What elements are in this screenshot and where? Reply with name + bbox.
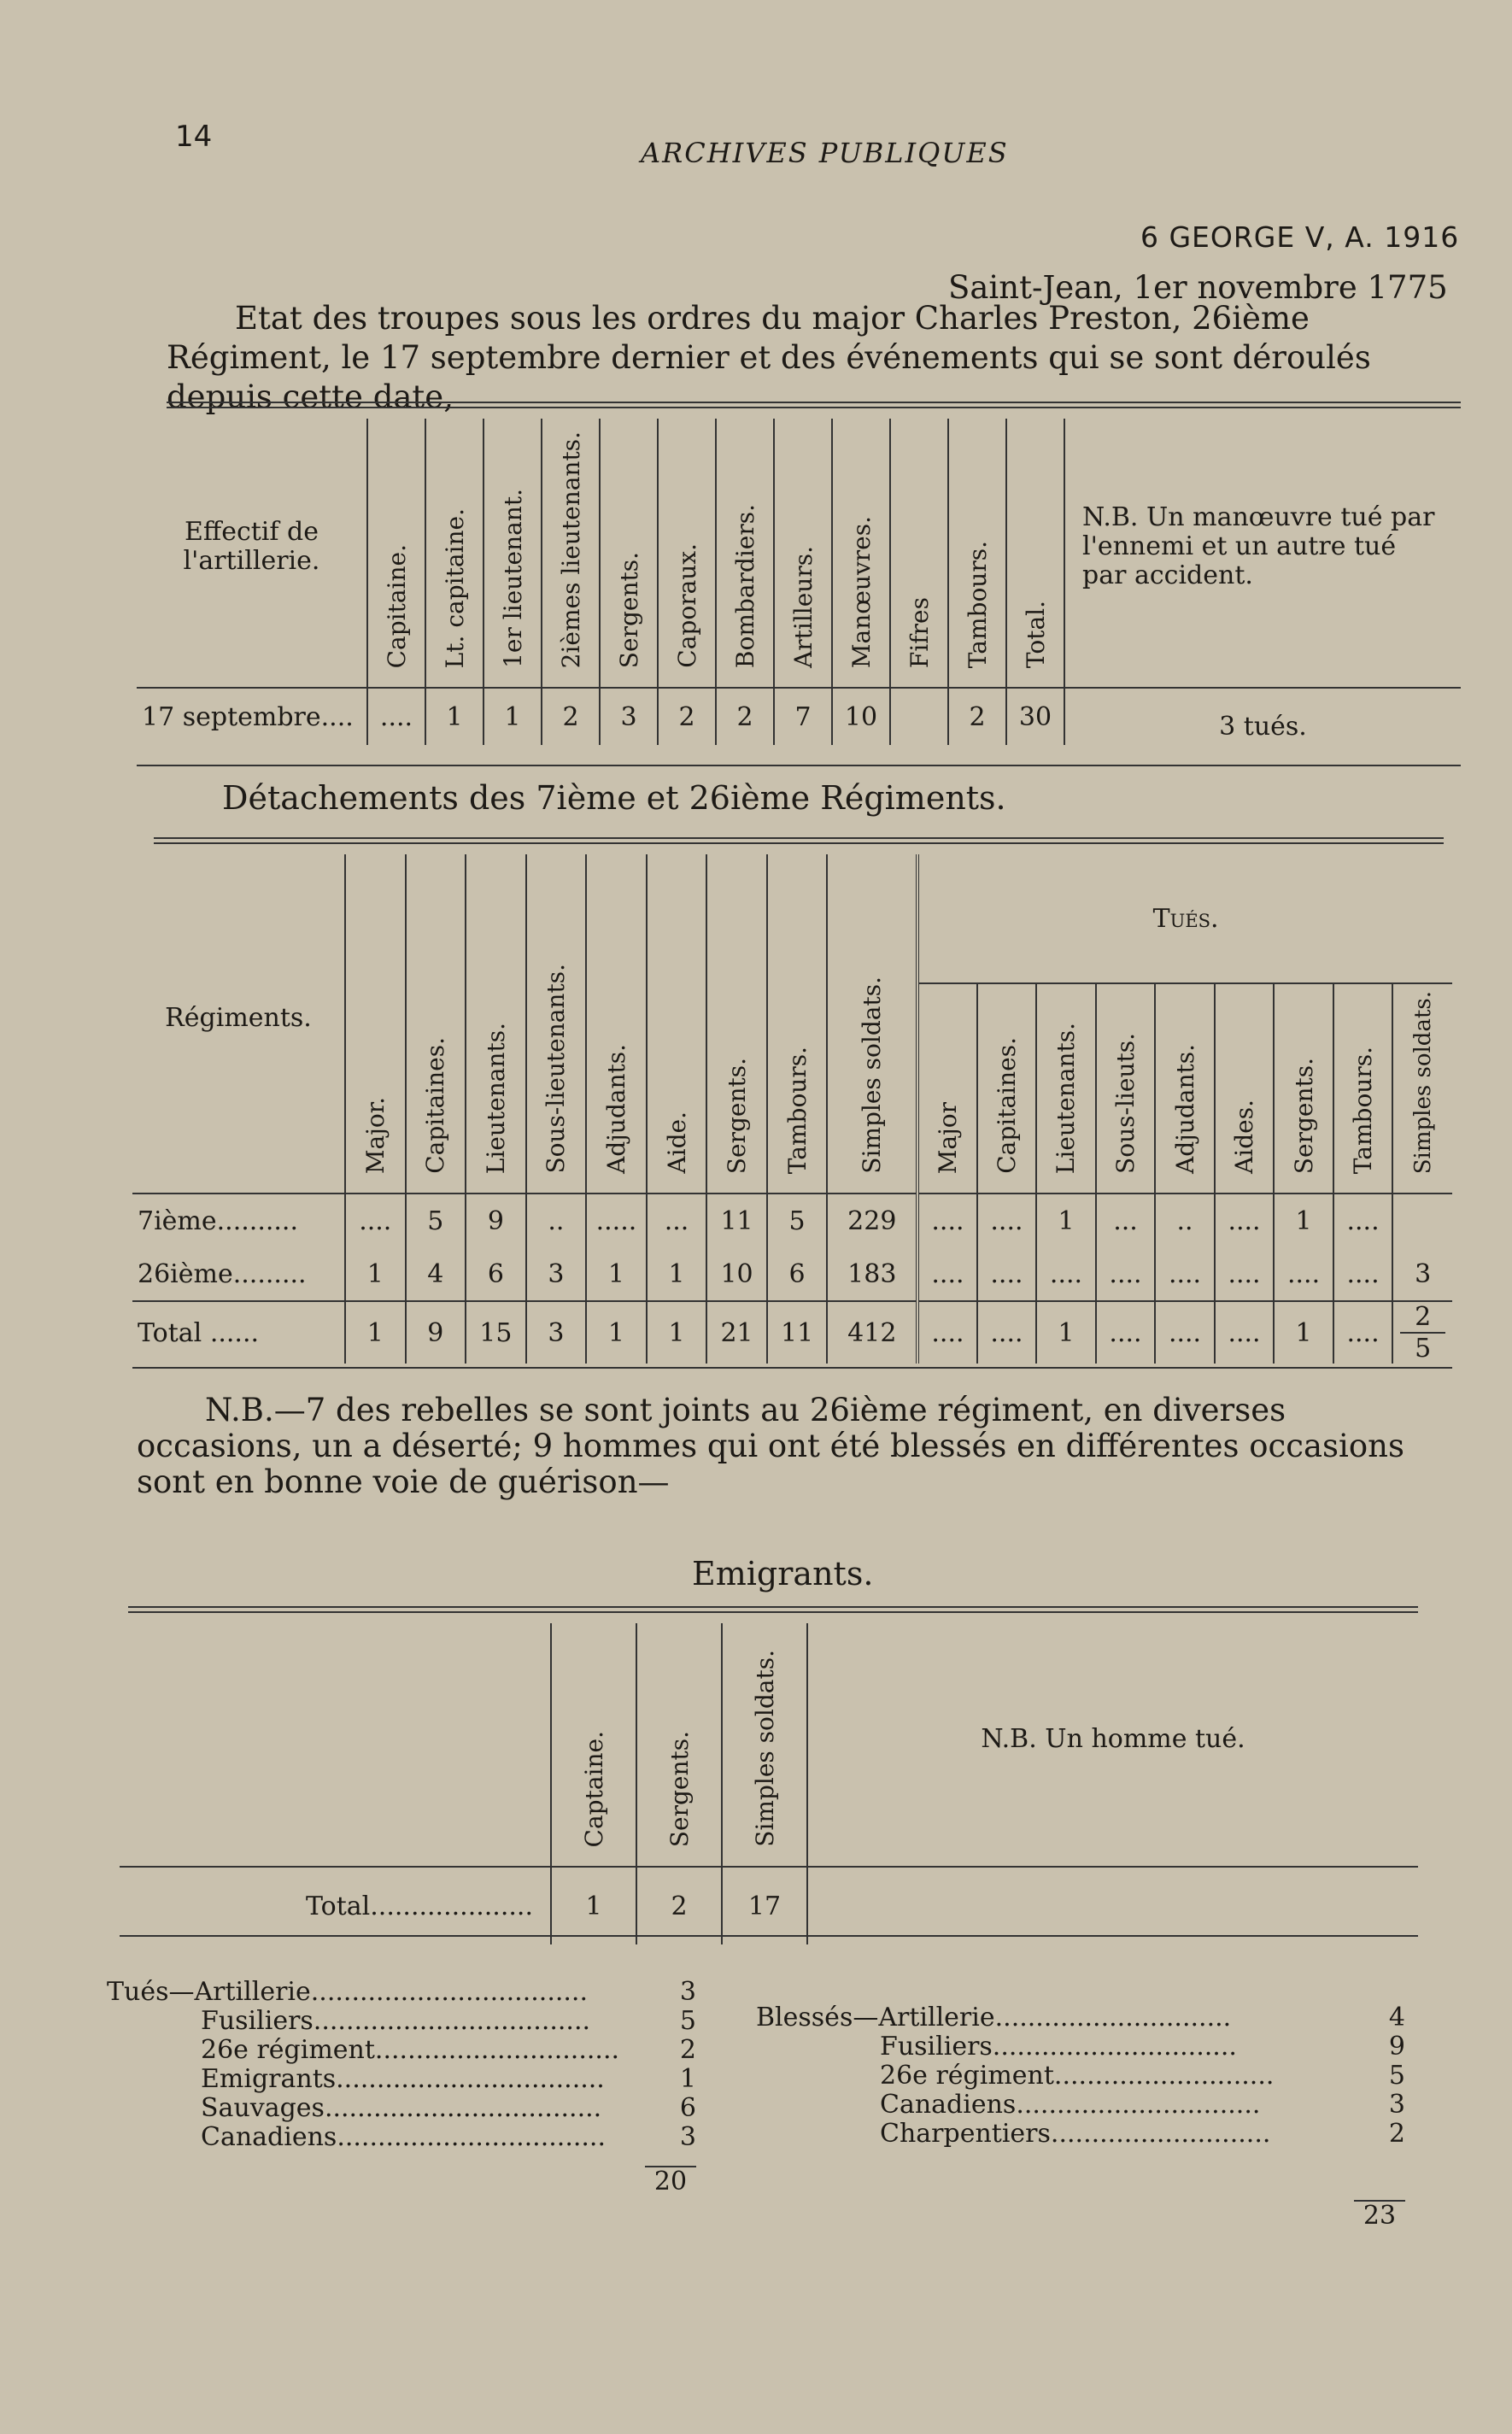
list-item: Tués—Artillerie.................................. 3 bbox=[107, 1977, 696, 2007]
table1-bottom-rule bbox=[137, 765, 1461, 766]
table1-top-rule bbox=[167, 402, 1461, 408]
killed-cell: 1 bbox=[1274, 1194, 1333, 1247]
killed-cell: 1 bbox=[1036, 1194, 1096, 1247]
killed-cell: 2 5 bbox=[1392, 1301, 1452, 1364]
killed-cell: .. bbox=[1155, 1194, 1215, 1247]
nb-paragraph: N.B.—7 des rebelles se sont joints au 26ième régiment, en diverses occasions, un a déserté; 9 hommes qui ont été blessés en différentes occasions sont en bonne voie de guérison— bbox=[137, 1392, 1404, 1500]
col-header: Lieutenants. bbox=[466, 854, 526, 1194]
col-header: Capitaine. bbox=[367, 419, 425, 688]
list-item: Canadiens................................. 3 bbox=[201, 2122, 696, 2152]
table-cell: 412 bbox=[827, 1301, 917, 1364]
killed-cell: .... bbox=[977, 1247, 1037, 1301]
killed-col-header: Capitaines. bbox=[977, 983, 1037, 1194]
table3-top-rule bbox=[128, 1606, 1418, 1613]
table-cell: 1 bbox=[586, 1247, 647, 1301]
artillery-note: N.B. Un manœuvre tué par l'ennemi et un autre tué par accident. bbox=[1064, 419, 1461, 688]
table-cell: 4 bbox=[406, 1247, 466, 1301]
table-cell: .... bbox=[345, 1194, 406, 1247]
table-cell: 6 bbox=[466, 1247, 526, 1301]
table-cell: 10 bbox=[706, 1247, 767, 1301]
table-cell-empty bbox=[807, 1867, 1418, 1944]
table-cell: 6 bbox=[767, 1247, 828, 1301]
killed-col-header: Adjudants. bbox=[1155, 983, 1215, 1194]
table-cell: ... bbox=[647, 1194, 707, 1247]
tally-total: 23 bbox=[756, 2200, 1405, 2231]
killed-cell: .... bbox=[1274, 1247, 1333, 1301]
emigrants-corner bbox=[120, 1623, 551, 1867]
emigrants-table bbox=[120, 1623, 1418, 1944]
detachments-table bbox=[132, 854, 1452, 1364]
col-header: Tambours. bbox=[767, 854, 828, 1194]
killed-cell: .... bbox=[1333, 1247, 1393, 1301]
table-cell: 3 bbox=[600, 688, 658, 745]
killed-cell: .... bbox=[1096, 1301, 1156, 1364]
killed-cell: .... bbox=[1155, 1301, 1215, 1364]
running-title: ARCHIVES PUBLIQUES bbox=[641, 137, 1009, 169]
table-cell bbox=[890, 688, 948, 745]
col-header: Bombardiers. bbox=[716, 419, 774, 688]
table2-bottom-rule bbox=[132, 1367, 1452, 1369]
wounded-tally bbox=[756, 2003, 1405, 2231]
table-row-label: 26ième......... bbox=[138, 1258, 307, 1289]
page-number: 14 bbox=[175, 120, 213, 154]
table-cell: 2 bbox=[948, 688, 1006, 745]
col-header: Captaine. bbox=[551, 1623, 636, 1867]
killed-col-header: Simples soldats. bbox=[1392, 983, 1452, 1194]
col-header: 2ièmes lieutenants. bbox=[542, 419, 600, 688]
col-header: Manœuvres. bbox=[832, 419, 890, 688]
table2-top-rule bbox=[154, 837, 1444, 844]
list-item: 26e régiment........................... 5 bbox=[880, 2061, 1405, 2091]
table-cell: 10 bbox=[832, 688, 890, 745]
table-cell: .... bbox=[367, 688, 425, 745]
table-cell: ..... bbox=[586, 1194, 647, 1247]
table-cell: 183 bbox=[827, 1247, 917, 1301]
killed-cell: .... bbox=[977, 1301, 1037, 1364]
table-row-label: Total.................... bbox=[305, 1891, 533, 1921]
artillery-corner: Effectif de l'artillerie. bbox=[183, 517, 320, 576]
table-cell: 1 bbox=[647, 1247, 707, 1301]
table-cell: 30 bbox=[1006, 688, 1064, 745]
table-cell: 3 bbox=[526, 1301, 587, 1364]
col-header: Artilleurs. bbox=[774, 419, 832, 688]
table-cell: 11 bbox=[706, 1194, 767, 1247]
table-cell: 5 bbox=[406, 1194, 466, 1247]
col-header: 1er lieutenant. bbox=[483, 419, 542, 688]
killed-col-header: Aides. bbox=[1215, 983, 1275, 1194]
killed-col-header: Tambours. bbox=[1333, 983, 1393, 1194]
killed-cell: .... bbox=[1333, 1301, 1393, 1364]
col-header: Sergents. bbox=[636, 1623, 722, 1867]
table-cell: 1 bbox=[345, 1247, 406, 1301]
killed-cell: .... bbox=[917, 1247, 977, 1301]
col-header: Caporaux. bbox=[658, 419, 716, 688]
table-cell: 2 bbox=[716, 688, 774, 745]
dateline: Saint-Jean, 1er novembre 1775 bbox=[948, 269, 1448, 306]
killed-cell: .... bbox=[1096, 1247, 1156, 1301]
table-cell: 1 bbox=[586, 1301, 647, 1364]
killed-cell: .... bbox=[917, 1194, 977, 1247]
killed-cell: .... bbox=[1215, 1247, 1275, 1301]
detachments-corner: Régiments. bbox=[165, 1002, 312, 1033]
col-header: Aide. bbox=[647, 854, 707, 1194]
col-header: Tambours. bbox=[948, 419, 1006, 688]
killed-cell: .... bbox=[1333, 1194, 1393, 1247]
killed-cell: .... bbox=[1155, 1247, 1215, 1301]
artillery-table bbox=[137, 419, 1461, 745]
table-cell: 1 bbox=[551, 1867, 636, 1944]
table-cell: 2 bbox=[658, 688, 716, 745]
killed-col-header: Sous-lieuts. bbox=[1096, 983, 1156, 1194]
table-cell: 5 bbox=[767, 1194, 828, 1247]
killed-col-header: Major bbox=[917, 983, 977, 1194]
killed-cell: 1 bbox=[1036, 1301, 1096, 1364]
tally-total: 20 bbox=[107, 2166, 696, 2196]
list-item: Blessés—Artillerie............................. 4 bbox=[756, 2003, 1405, 2032]
col-header: Lt. capitaine. bbox=[425, 419, 483, 688]
intro-paragraph: Etat des troupes sous les ordres du major Charles Preston, 26ième Régiment, le 17 septembre dernier et des événements qui se sont déroulés depuis cette date, bbox=[167, 300, 1371, 415]
killed-cell: .... bbox=[1215, 1194, 1275, 1247]
list-item: Sauvages.................................. 6 bbox=[201, 2093, 696, 2123]
table-cell: 17 bbox=[722, 1867, 807, 1944]
killed-group-header: Tués. bbox=[917, 854, 1452, 983]
col-header: Sergents. bbox=[706, 854, 767, 1194]
list-item: 26e régiment.............................. 2 bbox=[201, 2035, 696, 2065]
emigrants-note: N.B. Un homme tué. bbox=[807, 1623, 1418, 1867]
table-cell: 3 bbox=[526, 1247, 587, 1301]
killed-cell: .... bbox=[1215, 1301, 1275, 1364]
col-header: Simples soldats. bbox=[827, 854, 917, 1194]
col-header: Fifres bbox=[890, 419, 948, 688]
list-item: Fusiliers.................................. 5 bbox=[201, 2006, 696, 2036]
col-header: Total. bbox=[1006, 419, 1064, 688]
table-cell: 11 bbox=[767, 1301, 828, 1364]
killed-tally bbox=[107, 1978, 696, 2196]
col-header: Adjudants. bbox=[586, 854, 647, 1194]
list-item: Canadiens.............................. 3 bbox=[880, 2090, 1405, 2120]
table-cell: 1 bbox=[647, 1301, 707, 1364]
table-row-label: 7ième.......... bbox=[138, 1205, 298, 1236]
table-cell: 21 bbox=[706, 1301, 767, 1364]
table-cell: 15 bbox=[466, 1301, 526, 1364]
killed-cell: .... bbox=[917, 1301, 977, 1364]
col-header: Sergents. bbox=[600, 419, 658, 688]
col-header: Sous-lieutenants. bbox=[526, 854, 587, 1194]
killed-col-header: Sergents. bbox=[1274, 983, 1333, 1194]
table-cell: 9 bbox=[406, 1301, 466, 1364]
table-cell: 1 bbox=[425, 688, 483, 745]
killed-cell: .... bbox=[977, 1194, 1037, 1247]
artillery-killed-note: 3 tués. bbox=[1064, 688, 1461, 745]
killed-cell: 1 bbox=[1274, 1301, 1333, 1364]
table-cell: 9 bbox=[466, 1194, 526, 1247]
list-item: Emigrants................................. 1 bbox=[201, 2064, 696, 2094]
list-item: Fusiliers.............................. 9 bbox=[880, 2032, 1405, 2062]
table-cell: 229 bbox=[827, 1194, 917, 1247]
killed-cell: .... bbox=[1036, 1247, 1096, 1301]
col-header: Capitaines. bbox=[406, 854, 466, 1194]
table-cell: 7 bbox=[774, 688, 832, 745]
section-title-detachments: Détachements des 7ième et 26ième Régiments. bbox=[222, 779, 1006, 817]
killed-cell bbox=[1392, 1194, 1452, 1247]
col-header: Major. bbox=[345, 854, 406, 1194]
table-cell: .. bbox=[526, 1194, 587, 1247]
table-cell: 1 bbox=[483, 688, 542, 745]
list-item: Charpentiers........................... 2 bbox=[880, 2119, 1405, 2149]
session-label: 6 GEORGE V, A. 1916 bbox=[1140, 220, 1460, 254]
table-cell: 2 bbox=[542, 688, 600, 745]
col-header: Simples soldats. bbox=[722, 1623, 807, 1867]
killed-col-header: Lieutenants. bbox=[1036, 983, 1096, 1194]
table-cell: 2 bbox=[636, 1867, 722, 1944]
table-row-label: 17 septembre.... bbox=[142, 701, 354, 732]
table-cell: 1 bbox=[345, 1301, 406, 1364]
table-row-label: Total ...... bbox=[138, 1317, 260, 1348]
killed-cell: 3 bbox=[1392, 1247, 1452, 1301]
table3-bottom-rule bbox=[120, 1935, 1418, 1937]
killed-cell: ... bbox=[1096, 1194, 1156, 1247]
section-title-emigrants: Emigrants. bbox=[692, 1555, 874, 1592]
